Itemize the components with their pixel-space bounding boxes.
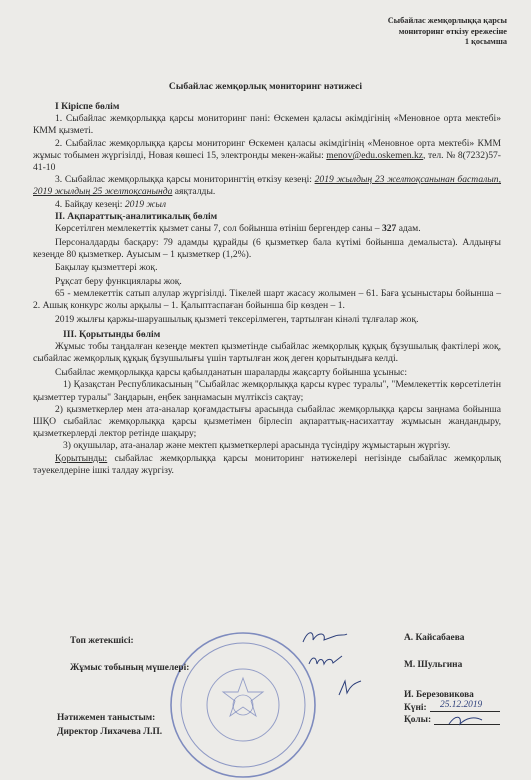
signatory-name-2: М. Шульгина <box>404 660 463 670</box>
appendix-line-1: Сыбайлас жемқорлыққа қарсы <box>387 16 507 25</box>
date-label: Күні: <box>404 703 427 713</box>
item-3-label: 3. Сыбайлас жемқорлыққа қарсы мониторингтің өткізу кезеңі: <box>55 174 315 186</box>
signatory-name-3: И. Березовикова <box>404 690 474 700</box>
section-2-control: Бақылау қызметтері жоқ. <box>55 261 158 273</box>
section-2-permits: Рұқсат беру функциялары жоқ. <box>55 275 182 287</box>
document-body <box>33 101 501 477</box>
services-text: Көрсетілген мемлекеттік қызмет саны 7, сол бойынша өтініш бергендер саны – <box>55 223 382 235</box>
signature-1-icon <box>300 626 350 648</box>
acquainted-label: Нәтижемен таныстым: <box>57 713 156 723</box>
section-3-final <box>33 453 501 477</box>
school-email: menov@edu.oskemen.kz <box>326 149 424 161</box>
appendix-line-3: 1 қосымша <box>464 37 507 46</box>
item-2-text: 2. Сыбайлас жемқорлыққа қарсы мониторинг Өскемен қаласы әкімдігінің «Меновное орта мектебі» КММ жұмыс тобымен жүргізілді, Новая көшесі 15, электронды мекен-жайы: <box>33 137 501 161</box>
monitoring-period: 2019 жылдың 23 желтоқсанынан басталып, 2019 жылдың 25 желтоқсанында <box>33 174 502 198</box>
applicants-count: 327 <box>381 223 397 235</box>
signature-label: Қолы: <box>404 715 432 725</box>
section-3-proposal-1: 1) Қазақстан Республикасының "Сыбайлас жемқорлыққа қарсы күрес туралы", "Мемлекеттік көрсетілетін қызметтер туралы" Заңдарын, еңбек заңнамасын мүлтіксіз сақтау; <box>33 379 501 403</box>
section-3-heading: III. Қорытынды бөлім <box>63 328 161 340</box>
group-members-label: Жұмыс тобының мүшелері: <box>70 663 190 673</box>
official-seal <box>168 630 318 780</box>
final-text: сыбайлас жемқорлыққа қарсы мониторинг нәтижелері негізінде сыбайлас жемқорлық тәуекелдеріне ішкі талдау жүргізу. <box>33 452 501 476</box>
final-label: Қорытынды: <box>55 452 108 464</box>
section-1-item-3 <box>33 174 501 198</box>
section-3-proposal: Сыбайлас жемқорлыққа қарсы қабылданатын шараларды жақсарту бойынша ұсыныс: <box>55 367 408 379</box>
services-unit: адам. <box>396 223 421 235</box>
group-leader-label: Топ жетекшісі: <box>70 636 134 646</box>
section-1-item-2 <box>33 138 501 175</box>
director-label: Директор Лихачева Л.П. <box>57 727 163 737</box>
school-phone: , тел. № 8(7232)57-41-10 <box>33 149 501 174</box>
item-4-label: 4. Байқау кезеңі: <box>55 198 125 210</box>
signatory-name-1: А. Кайсабаева <box>404 633 465 643</box>
signature-2-icon <box>306 650 346 672</box>
section-3-proposal-2: 2) қызметкерлер мен ата-аналар қоғамдастығы арасында сыбайлас жемқорлыққа қарсы заңнама бойынша ШҚО сыбайлас жемқорлыққа қарсы қызметімен бірлесіп ақпараттық-насихаттау жұмысын жандандыру, қызметкерлерді лектор ретінде шақыру; <box>33 403 501 440</box>
section-3-proposal-3: 3) оқушылар, ата-аналар және мектеп қызметкерлері арасында түсіндіру жұмыстарын жүргізу. <box>63 440 451 452</box>
signature-3-icon <box>335 677 365 699</box>
document-title: Сыбайлас жемқорлық мониторинг нәтижесі <box>168 81 363 92</box>
item-3-end: аяқталды. <box>172 186 216 198</box>
date-value: 25.12.2019 <box>440 700 483 710</box>
section-2-personnel: Персоналдарды басқару: 79 адамды құрайды (6 қызметкер бала күтімі бойынша демалыста). Алдыңғы кезеңде 80 қызметкер. Ауысым – 1 қызметкер (1,2%). <box>33 237 501 261</box>
section-2-audit: 2019 жылғы қаржы-шаруашылық қызметі тексерілмеген, тартылған кінәлі тұлғалар жоқ. <box>55 314 419 326</box>
section-1-item-1: 1. Сыбайлас жемқорлыққа қарсы мониторинг пәні: Өскемен қаласы әкімдігінің «Меновное орта мектебі» КММ қызметі. <box>33 113 501 137</box>
section-2-services <box>33 223 501 235</box>
signature-director-icon <box>446 712 486 730</box>
observation-period: 2019 жыл <box>124 198 167 210</box>
section-1-item-4 <box>33 199 501 211</box>
section-2-procurement: 65 - мемлекеттік сатып алулар жүргізілді. Тікелей шарт жасасу жолымен – 61. Баға ұсыныстары бойынша – 2. Ашық конкурс жолы арқылы – 1. Қалыптаспаған бойынша бір көзден – 1. <box>33 288 501 312</box>
section-2-heading: II. Ақпараттық-аналитикалық бөлім <box>55 210 218 222</box>
section-1-heading: I Кіріспе бөлім <box>55 101 120 112</box>
appendix-line-2: мониторинг өткізу ережесіне <box>398 26 507 36</box>
section-3-conclusion: Жұмыс тобы таңдалған кезеңде мектеп қызметінде сыбайлас жемқорлық құқық бұзушылық фактілері жоқ, сыбайлас жемқорлық құқық бұзушылығы үшін тартылған жоқ деген қорытындыға келді. <box>33 340 501 365</box>
appendix-header <box>388 16 507 48</box>
